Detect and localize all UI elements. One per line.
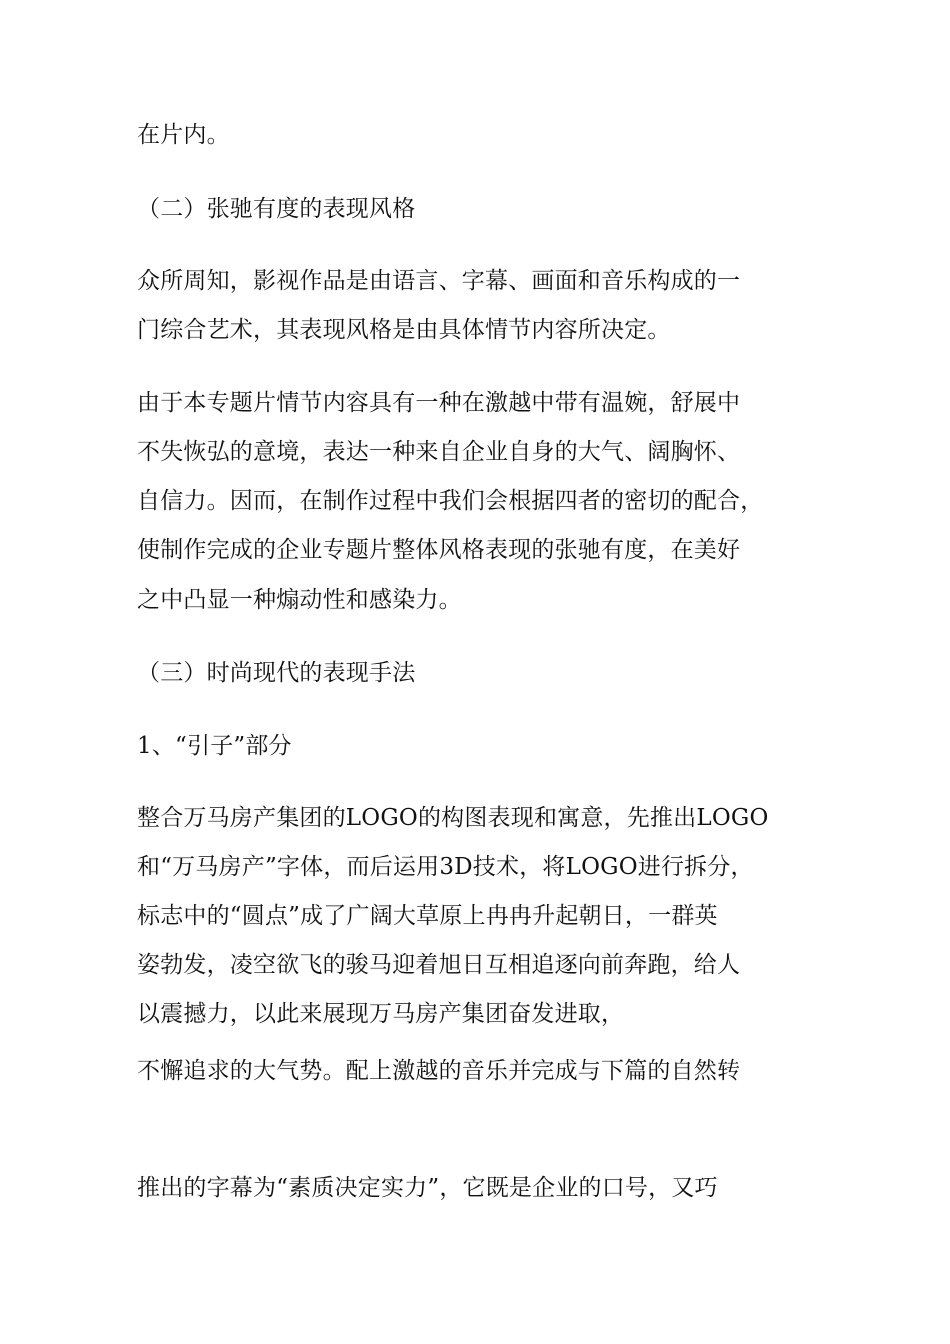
paragraph-line: 不失恢弘的意境，表达一种来自企业自身的大气、阔胸怀、 [137,439,741,465]
paragraph-line: 姿勃发，凌空欲飞的骏马迎着旭日互相追逐向前奔跑，给人 [137,952,741,978]
paragraph-line: 以震撼力，以此来展现万马房产集团奋发进取， [137,1001,625,1027]
paragraph-line: 不懈追求的大气势。配上激越的音乐并完成与下篇的自然转 [137,1058,741,1084]
paragraph-line: 之中凸显一种煽动性和感染力。 [137,587,462,613]
paragraph-line: 标志中的“圆点”成了广阔大草原上冉冉升起朝日，一群英 [137,903,718,929]
paragraph-line: 使制作完成的企业专题片整体风格表现的张驰有度，在美好 [137,537,741,563]
paragraph-line: 和“万马房产”字体，而后运用3D技术，将LOGO进行拆分， [137,854,754,880]
paragraph-line: 由于本专题片情节内容具有一种在激越中带有温婉，舒展中 [137,390,741,416]
paragraph-line: 在片内。 [137,122,230,148]
paragraph-line: 整合万马房产集团的LOGO的构图表现和寓意，先推出LOGO [137,805,769,831]
section-heading: （三）时尚现代的表现手法 [137,660,416,686]
paragraph-line: 推出的字幕为“素质决定实力”，它既是企业的口号，又巧 [137,1175,718,1201]
subsection-heading: 1、“引子”部分 [137,733,292,759]
paragraph-line: 自信力。因而，在制作过程中我们会根据四者的密切的配合， [137,488,764,514]
section-heading: （二）张驰有度的表现风格 [137,196,416,222]
paragraph-line: 门综合艺术，其表现风格是由具体情节内容所决定。 [137,317,671,343]
paragraph-line: 众所周知，影视作品是由语言、字幕、画面和音乐构成的一 [137,268,741,294]
